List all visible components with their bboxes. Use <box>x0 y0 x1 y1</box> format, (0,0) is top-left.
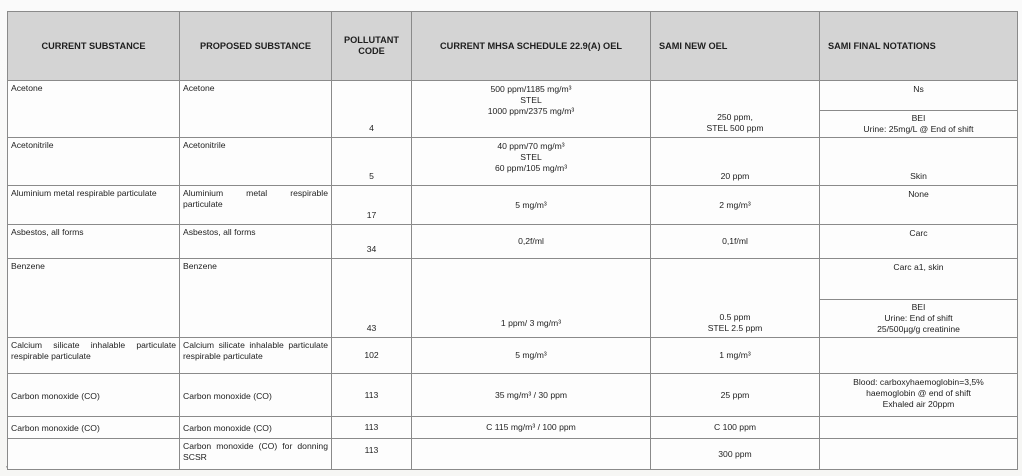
new-oel-cell: 0,1f/ml <box>651 225 820 259</box>
notation-cell <box>820 439 1018 470</box>
oel-table <box>7 11 1018 470</box>
notation-top: Carc a1, skin <box>893 262 944 272</box>
notation-line: BEI <box>911 302 926 312</box>
table-row <box>8 417 1018 439</box>
proposed-substance-cell: Carbon monoxide (CO) for donning SCSR <box>180 439 332 470</box>
new-oel-cell: 1 mg/m³ <box>651 338 820 374</box>
table-row <box>8 338 1018 374</box>
current-oel-cell: 5 mg/m³ <box>412 186 651 225</box>
current-oel-cell <box>412 81 651 138</box>
header-current-substance: CURRENT SUBSTANCE <box>8 12 180 81</box>
new-oel-line: 20 ppm <box>720 171 750 181</box>
new-oel-cell <box>651 259 820 338</box>
pollutant-code-cell: 113 <box>332 439 412 470</box>
header-row <box>8 12 1018 81</box>
new-oel-cell: 2 mg/m³ <box>651 186 820 225</box>
proposed-substance-cell: Calcium silicate inhalable particulate respirable particulate <box>180 338 332 374</box>
pollutant-code-cell: 113 <box>332 417 412 439</box>
table-row <box>8 81 1018 138</box>
notation-cell <box>820 81 1018 138</box>
notation-top: Ns <box>913 84 924 94</box>
new-oel-line: STEL 2.5 ppm <box>707 323 763 333</box>
table-row <box>8 259 1018 338</box>
current-substance-cell: Acetone <box>8 81 180 138</box>
proposed-substance-cell: Acetone <box>180 81 332 138</box>
proposed-substance-cell: Carbon monoxide (CO) <box>180 374 332 417</box>
current-oel-line: 1000 ppm/2375 mg/m³ <box>487 106 575 116</box>
notation-cell: None <box>820 186 1018 225</box>
proposed-substance-cell: Acetonitrile <box>180 138 332 186</box>
current-oel-line: 60 ppm/105 mg/m³ <box>494 163 568 173</box>
current-substance-cell: Carbon monoxide (CO) <box>8 374 180 417</box>
current-substance-cell: Asbestos, all forms <box>8 225 180 259</box>
notation-line: 25/500µg/g creatinine <box>877 324 960 334</box>
footer-mark: ' <box>6 466 8 473</box>
header-sami-new-oel: SAMI NEW OEL <box>651 12 820 81</box>
notation-bottom <box>820 110 1017 137</box>
notation-line: BEI <box>911 113 926 123</box>
pollutant-code-cell: 17 <box>332 186 412 225</box>
new-oel-cell <box>651 81 820 138</box>
proposed-substance-cell: Aluminium metal respirable particulate <box>180 186 332 225</box>
pollutant-code-cell: 5 <box>332 138 412 186</box>
pollutant-code-cell: 113 <box>332 374 412 417</box>
current-oel-cell: 35 mg/m³ / 30 ppm <box>412 374 651 417</box>
current-oel-line: STEL <box>520 95 542 105</box>
notation-cell <box>820 259 1018 338</box>
notation-cell <box>820 374 1018 417</box>
current-substance-cell: Aluminium metal respirable particulate <box>8 186 180 225</box>
notation-line: Exhaled air 20ppm <box>882 399 955 409</box>
pollutant-code-cell: 34 <box>332 225 412 259</box>
notation-cell <box>820 338 1018 374</box>
notation-cell: Skin <box>820 138 1018 186</box>
header-sami-notations: SAMI FINAL NOTATIONS <box>820 12 1018 81</box>
notation-cell <box>820 417 1018 439</box>
table-row <box>8 374 1018 417</box>
current-oel-cell <box>412 138 651 186</box>
current-substance-cell <box>8 439 180 470</box>
notation-bottom <box>820 299 1017 337</box>
current-substance-cell: Acetonitrile <box>8 138 180 186</box>
pollutant-code-cell: 4 <box>332 81 412 138</box>
current-oel-line: 500 ppm/1185 mg/m³ <box>490 84 572 94</box>
current-oel-line: 40 ppm/70 mg/m³ <box>497 141 565 151</box>
pollutant-code-cell: 102 <box>332 338 412 374</box>
new-oel-cell: 25 ppm <box>651 374 820 417</box>
current-substance-cell: Benzene <box>8 259 180 338</box>
current-oel-cell <box>412 439 651 470</box>
notation-cell: Carc <box>820 225 1018 259</box>
header-proposed-substance: PROPOSED SUBSTANCE <box>180 12 332 81</box>
table-row <box>8 138 1018 186</box>
header-pollutant-code-line1: POLLUTANT <box>344 35 399 45</box>
table-row <box>8 439 1018 470</box>
notation-line: Urine: End of shift <box>884 313 953 323</box>
proposed-substance-cell: Benzene <box>180 259 332 338</box>
table-row <box>8 186 1018 225</box>
notation-line: Blood: carboxyhaemoglobin=3,5% <box>853 377 984 387</box>
table-row <box>8 225 1018 259</box>
new-oel-cell: 300 ppm <box>651 439 820 470</box>
notation-line: haemoglobin @ end of shift <box>866 388 971 398</box>
new-oel-line: STEL 500 ppm <box>706 123 764 133</box>
header-pollutant-code-line2: CODE <box>358 46 385 56</box>
current-oel-cell: 5 mg/m³ <box>412 338 651 374</box>
new-oel-cell <box>651 138 820 186</box>
proposed-substance-cell: Carbon monoxide (CO) <box>180 417 332 439</box>
header-current-oel: CURRENT MHSA SCHEDULE 22.9(A) OEL <box>412 12 651 81</box>
current-substance-cell: Calcium silicate inhalable particulate respirable particulate <box>8 338 180 374</box>
current-oel-line: STEL <box>520 152 542 162</box>
header-pollutant-code <box>332 12 412 81</box>
proposed-substance-cell: Asbestos, all forms <box>180 225 332 259</box>
notation-line: Urine: 25mg/L @ End of shift <box>863 124 974 134</box>
pollutant-code-cell: 43 <box>332 259 412 338</box>
new-oel-line: 0.5 ppm <box>719 312 751 322</box>
current-oel-cell: C 115 mg/m³ / 100 ppm <box>412 417 651 439</box>
current-substance-cell: Carbon monoxide (CO) <box>8 417 180 439</box>
new-oel-line: 250 ppm, <box>717 112 753 122</box>
current-oel-cell: 1 ppm/ 3 mg/m³ <box>412 259 651 338</box>
current-oel-cell: 0,2f/ml <box>412 225 651 259</box>
new-oel-cell: C 100 ppm <box>651 417 820 439</box>
